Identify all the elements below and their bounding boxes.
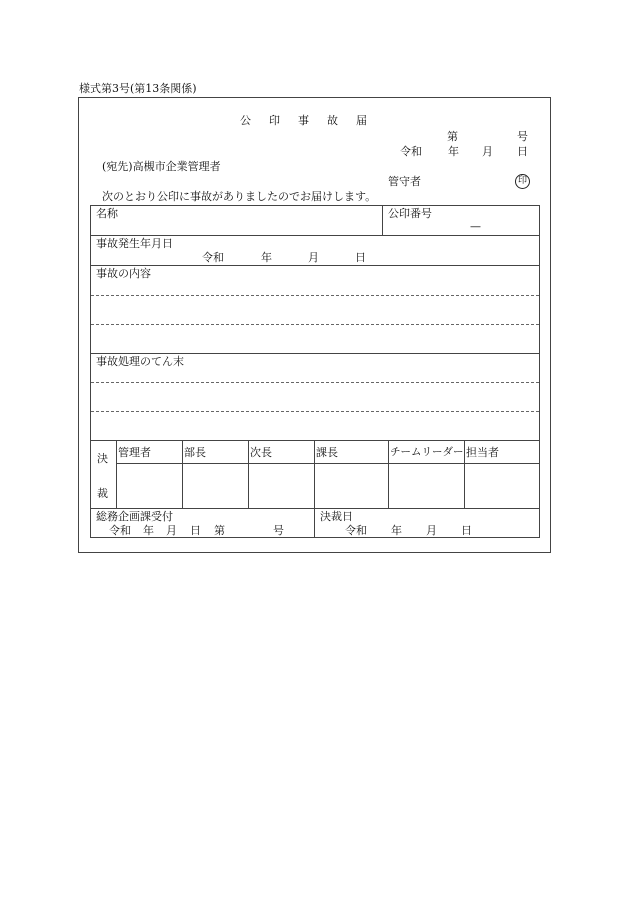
doc-number-dai: 第 [447, 130, 458, 143]
incident-date-year: 年 [261, 251, 272, 264]
row-divider [90, 353, 540, 354]
incident-date-month: 月 [308, 251, 319, 264]
receipt-month: 月 [166, 524, 177, 537]
decision-day: 日 [461, 524, 472, 537]
seal-number-label: 公印番号 [388, 207, 432, 220]
receipt-year: 年 [143, 524, 154, 537]
approver-section-chief: 課長 [316, 446, 338, 459]
form-number: 様式第3号(第13条関係) [79, 82, 197, 95]
decision-year: 年 [391, 524, 402, 537]
row-divider [90, 235, 540, 236]
decision-reiwa: 令和 [345, 524, 367, 537]
receipt-number-dai: 第 [214, 524, 225, 537]
divider [464, 440, 465, 508]
receipt-day: 日 [190, 524, 201, 537]
divider [314, 440, 315, 538]
approver-manager: 管理者 [118, 446, 151, 459]
receipt-label: 総務企画課受付 [96, 510, 173, 523]
approver-team-leader: チームリーダー [390, 446, 464, 458]
header-year: 年 [448, 145, 459, 158]
row-divider [116, 463, 540, 464]
writing-line [91, 324, 539, 325]
divider [182, 440, 183, 508]
divider [382, 205, 383, 235]
divider [116, 440, 117, 508]
incident-date-label: 事故発生年月日 [96, 237, 173, 250]
incident-date-reiwa: 令和 [202, 251, 224, 264]
header-month: 月 [482, 145, 493, 158]
header-day: 日 [517, 145, 528, 158]
statement: 次のとおり公印に事故がありましたのでお届けします。 [102, 190, 377, 203]
approver-person-in-charge: 担当者 [466, 446, 499, 459]
header-reiwa: 令和 [400, 145, 422, 158]
approver-deputy-head: 次長 [250, 446, 272, 459]
custodian-label: 管守者 [388, 175, 421, 188]
seal-mark-icon: 印 [515, 174, 530, 189]
writing-line [91, 411, 539, 412]
divider [388, 440, 389, 508]
incident-content-label: 事故の内容 [96, 267, 151, 280]
row-divider [90, 440, 540, 441]
receipt-reiwa: 令和 [109, 524, 131, 537]
row-divider [90, 508, 540, 509]
name-label: 名称 [96, 207, 118, 220]
incident-handling-label: 事故処理のてん末 [96, 355, 184, 368]
seal-number-dash: — [470, 220, 481, 233]
incident-date-day: 日 [355, 251, 366, 264]
approval-label-bottom: 裁 [97, 487, 108, 500]
form-title: 公印事故届 [240, 114, 385, 127]
doc-number-go: 号 [517, 130, 528, 143]
addressee: (宛先)高槻市企業管理者 [102, 160, 221, 173]
writing-line [91, 382, 539, 383]
decision-month: 月 [426, 524, 437, 537]
approver-department-head: 部長 [184, 446, 206, 459]
writing-line [91, 295, 539, 296]
row-divider [90, 265, 540, 266]
divider [248, 440, 249, 508]
decision-date-label: 決裁日 [320, 510, 353, 523]
receipt-number-go: 号 [273, 524, 284, 537]
approval-label-top: 決 [97, 452, 108, 465]
